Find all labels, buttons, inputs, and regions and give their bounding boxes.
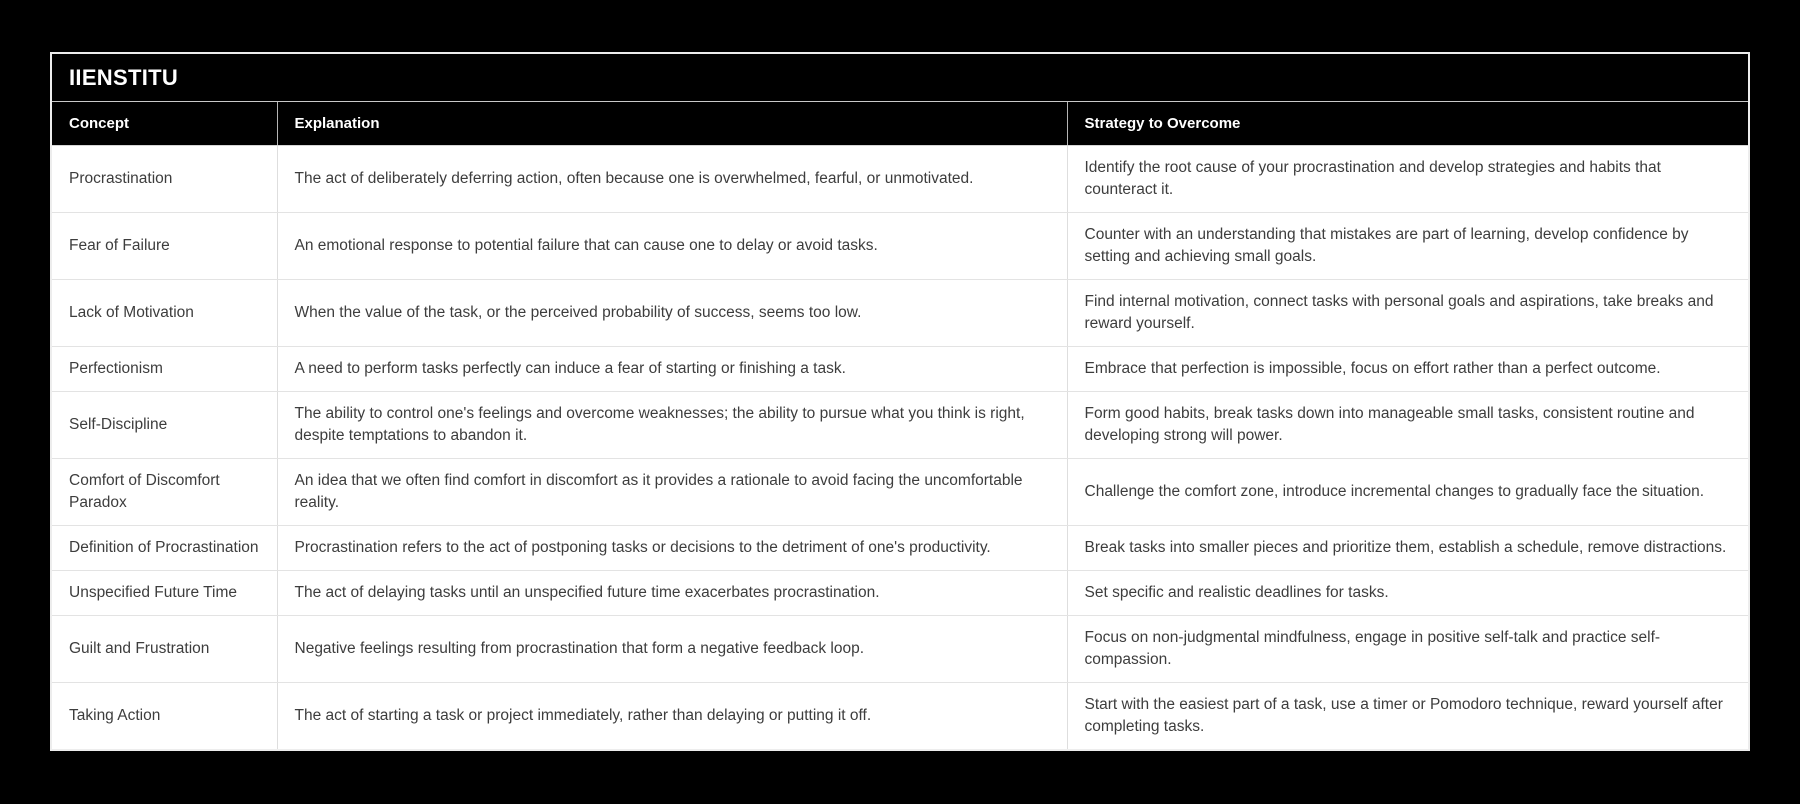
column-header-explanation: Explanation: [277, 102, 1067, 146]
cell-concept: Procrastination: [52, 146, 277, 213]
cell-strategy: Challenge the comfort zone, introduce incremental changes to gradually face the situation.: [1067, 459, 1748, 526]
cell-concept: Taking Action: [52, 683, 277, 750]
cell-concept: Self-Discipline: [52, 392, 277, 459]
table-row: [52, 347, 1748, 392]
cell-concept: Comfort of Discomfort Paradox: [52, 459, 277, 526]
cell-concept: Lack of Motivation: [52, 280, 277, 347]
table-row: [52, 213, 1748, 280]
table-row: [52, 392, 1748, 459]
cell-concept: Definition of Procrastination: [52, 526, 277, 571]
table-row: [52, 571, 1748, 616]
cell-strategy: Set specific and realistic deadlines for tasks.: [1067, 571, 1748, 616]
table-card: [50, 52, 1750, 751]
cell-strategy: Focus on non-judgmental mindfulness, engage in positive self-talk and practice self-compassion.: [1067, 616, 1748, 683]
cell-concept: Unspecified Future Time: [52, 571, 277, 616]
table-row: [52, 683, 1748, 750]
cell-explanation: Negative feelings resulting from procrastination that form a negative feedback loop.: [277, 616, 1067, 683]
cell-explanation: The act of delaying tasks until an unspecified future time exacerbates procrastination.: [277, 571, 1067, 616]
table-row: [52, 146, 1748, 213]
cell-concept: Perfectionism: [52, 347, 277, 392]
table-row: [52, 616, 1748, 683]
cell-explanation: An emotional response to potential failure that can cause one to delay or avoid tasks.: [277, 213, 1067, 280]
cell-strategy: Counter with an understanding that mistakes are part of learning, develop confidence by setting and achieving small goals.: [1067, 213, 1748, 280]
cell-strategy: Break tasks into smaller pieces and prioritize them, establish a schedule, remove distractions.: [1067, 526, 1748, 571]
table-row: [52, 459, 1748, 526]
table-row: [52, 526, 1748, 571]
cell-strategy: Identify the root cause of your procrastination and develop strategies and habits that counteract it.: [1067, 146, 1748, 213]
cell-explanation: When the value of the task, or the perceived probability of success, seems too low.: [277, 280, 1067, 347]
table-title: IIENSTITU: [52, 54, 1748, 102]
table-row: [52, 280, 1748, 347]
cell-strategy: Embrace that perfection is impossible, focus on effort rather than a perfect outcome.: [1067, 347, 1748, 392]
cell-explanation: The act of starting a task or project immediately, rather than delaying or putting it off.: [277, 683, 1067, 750]
cell-explanation: An idea that we often find comfort in discomfort as it provides a rationale to avoid facing the uncomfortable reality.: [277, 459, 1067, 526]
cell-explanation: The act of deliberately deferring action, often because one is overwhelmed, fearful, or unmotivated.: [277, 146, 1067, 213]
table-header-row: [52, 102, 1748, 146]
cell-explanation: A need to perform tasks perfectly can induce a fear of starting or finishing a task.: [277, 347, 1067, 392]
cell-explanation: The ability to control one's feelings and overcome weaknesses; the ability to pursue what you think is right, despite temptations to abandon it.: [277, 392, 1067, 459]
column-header-concept: Concept: [52, 102, 277, 146]
cell-strategy: Find internal motivation, connect tasks with personal goals and aspirations, take breaks and reward yourself.: [1067, 280, 1748, 347]
cell-concept: Fear of Failure: [52, 213, 277, 280]
cell-strategy: Start with the easiest part of a task, use a timer or Pomodoro technique, reward yourself after completing tasks.: [1067, 683, 1748, 750]
concepts-table: [52, 102, 1748, 749]
cell-concept: Guilt and Frustration: [52, 616, 277, 683]
cell-explanation: Procrastination refers to the act of postponing tasks or decisions to the detriment of one's productivity.: [277, 526, 1067, 571]
cell-strategy: Form good habits, break tasks down into manageable small tasks, consistent routine and developing strong will power.: [1067, 392, 1748, 459]
column-header-strategy: Strategy to Overcome: [1067, 102, 1748, 146]
